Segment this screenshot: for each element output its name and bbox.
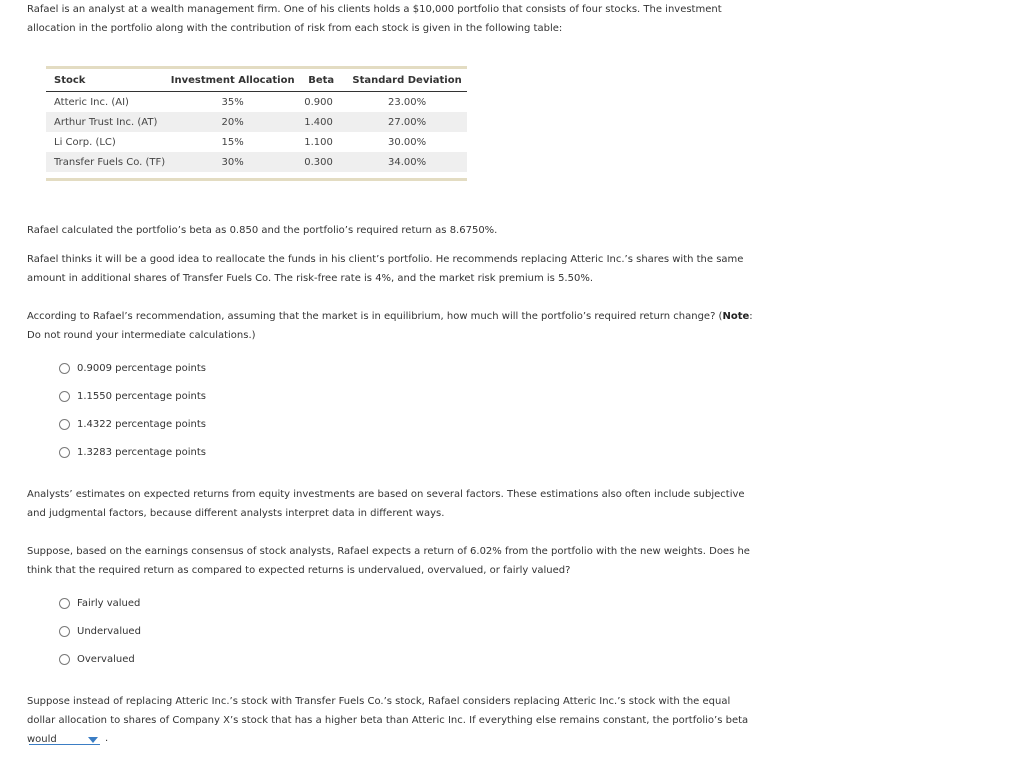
cell-beta: 0.300: [295, 152, 347, 172]
header-beta: Beta: [295, 69, 347, 92]
option-label: Undervalued: [77, 625, 141, 637]
intro-text: Rafael is an analyst at a wealth management firm. One of his clients holds a $10,000 portfolio that consists of four stocks. The investment allocation in the portfolio along with the contribution of risk from each stock is given in the following table:: [27, 4, 722, 34]
question-3-text: Suppose instead of replacing Atteric Inc.’s stock with Transfer Fuels Co.’s stock, Rafael considers replacing Atteric Inc.’s stock with the equal dollar allocation to shares of Company X’s stock that has a higher beta than Atteric Inc. If everything else remains constant, the portfolio’s beta would: [27, 696, 749, 745]
header-allocation: Investment Allocation: [170, 69, 295, 92]
portfolio-beta-text: Rafael calculated the portfolio’s beta as 0.850 and the portfolio’s required return as 8.6750%.: [27, 225, 498, 236]
cell-stock: Arthur Trust Inc. (AT): [46, 112, 170, 132]
q2-option-fairly-valued[interactable]: [59, 596, 140, 610]
radio-button-icon[interactable]: [59, 363, 70, 374]
q1-option-4[interactable]: [59, 445, 206, 459]
table-row: [46, 92, 467, 113]
beta-change-dropdown[interactable]: [29, 733, 100, 745]
q2-option-overvalued[interactable]: [59, 652, 135, 666]
question-1-tail: : Do not round your intermediate calculations.): [27, 311, 753, 341]
cell-std-dev: 23.00%: [388, 96, 427, 108]
cell-beta: 0.900: [304, 96, 333, 108]
cell-allocation: 30%: [170, 152, 295, 172]
q1-option-1[interactable]: [59, 361, 206, 375]
option-label: 0.9009 percentage points: [77, 362, 206, 374]
cell-stock: Atteric Inc. (AI): [54, 96, 129, 108]
question-1-text: [27, 307, 757, 345]
radio-button-icon[interactable]: [59, 626, 70, 637]
chevron-down-icon[interactable]: [88, 737, 98, 743]
cell-std-dev: 30.00%: [388, 136, 427, 148]
option-label: 1.3283 percentage points: [77, 446, 206, 458]
option-label: 1.1550 percentage points: [77, 390, 206, 402]
table-header-row: [46, 69, 467, 92]
radio-button-icon[interactable]: [59, 598, 70, 609]
question-2-text: Suppose, based on the earnings consensus of stock analysts, Rafael expects a return of 6.02% from the portfolio with the new weights. Does he think that the required return as compared to expected returns is undervalued, overvalued, or fairly valued?: [27, 546, 750, 576]
table-bottom-rule: [46, 178, 467, 181]
table-row: [46, 152, 467, 172]
q2-option-undervalued[interactable]: [59, 624, 141, 638]
cell-beta: 1.100: [304, 136, 333, 148]
option-label: Overvalued: [77, 653, 135, 665]
sentence-end-period: .: [105, 733, 109, 744]
table-row: [46, 132, 467, 152]
radio-button-icon[interactable]: [59, 447, 70, 458]
q1-option-2[interactable]: [59, 389, 206, 403]
option-label: 1.4322 percentage points: [77, 418, 206, 430]
header-stock: Stock: [46, 69, 170, 92]
reallocation-text: Rafael thinks it will be a good idea to reallocate the funds in his client’s portfolio. He recommends replacing Atteric Inc.’s shares with the same amount in additional shares of Transfer Fuels Co. The risk-free rate is 4%, and the market risk premium is 5.50%.: [27, 254, 744, 284]
cell-std-dev: 34.00%: [347, 152, 467, 172]
cell-allocation: 15%: [221, 136, 244, 148]
cell-allocation: 20%: [170, 112, 295, 132]
table-row: [46, 112, 467, 132]
note-label: Note: [722, 311, 750, 322]
cell-allocation: 35%: [221, 96, 244, 108]
option-label: Fairly valued: [77, 597, 141, 609]
radio-button-icon[interactable]: [59, 419, 70, 430]
analyst-estimates-text: Analysts’ estimates on expected returns from equity investments are based on several factors. These estimations also often include subjective and judgmental factors, because different analysts interpret data in different ways.: [27, 489, 745, 519]
header-std-dev: Standard Deviation: [347, 69, 467, 92]
cell-stock: Li Corp. (LC): [54, 136, 116, 148]
cell-stock: Transfer Fuels Co. (TF): [46, 152, 170, 172]
radio-button-icon[interactable]: [59, 391, 70, 402]
q1-option-3[interactable]: [59, 417, 206, 431]
cell-std-dev: 27.00%: [347, 112, 467, 132]
stock-table: [46, 66, 467, 181]
cell-beta: 1.400: [295, 112, 347, 132]
radio-button-icon[interactable]: [59, 654, 70, 665]
question-1-lead: According to Rafael’s recommendation, assuming that the market is in equilibrium, how much will the portfolio’s required return change? (: [27, 311, 723, 322]
